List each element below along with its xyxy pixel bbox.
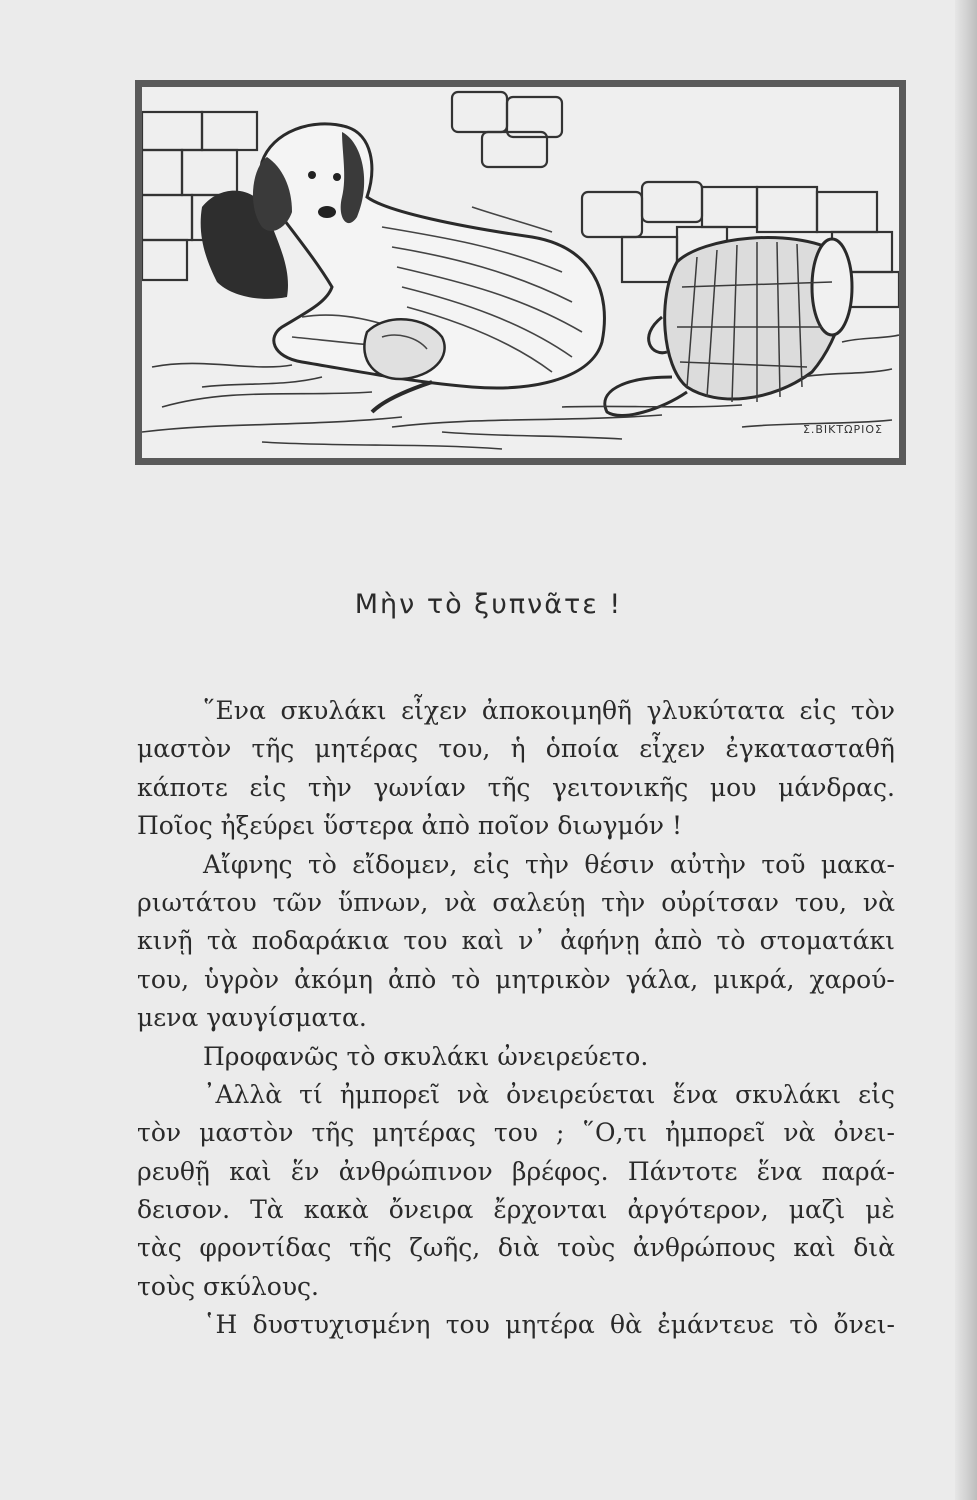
word: Πάντοτε (627, 1156, 738, 1186)
illustrator-signature: Σ.ΒΙΚΤΩΡΙΟΣ (802, 423, 883, 436)
word: του (445, 1310, 490, 1340)
wicker-basket-icon (605, 238, 852, 416)
word: τὰς (137, 1233, 182, 1263)
text-line (137, 1076, 895, 1114)
text-line (137, 1191, 895, 1229)
word: θὰ (610, 1310, 642, 1340)
word: ἠμπορεῖ (339, 1079, 441, 1109)
word: μὲ (865, 1195, 895, 1225)
word: τὴν (307, 772, 352, 802)
word: ν᾿ (518, 926, 546, 956)
word: τί (299, 1079, 323, 1109)
word: τὸ (451, 964, 481, 994)
word: εἰς (249, 772, 287, 802)
word: τὰ (206, 926, 238, 956)
word: μαστὸν (199, 1118, 294, 1148)
page-edge-shadow (955, 0, 977, 1500)
word: τοὺς (137, 1271, 204, 1301)
word: μου (709, 772, 757, 802)
word: ποῖον (477, 811, 558, 841)
word: ῾Η (203, 1310, 238, 1340)
text-line (137, 1114, 895, 1152)
word: μαζὶ (788, 1195, 846, 1225)
word: εἰς (799, 696, 837, 725)
word: διὰ (497, 1233, 540, 1263)
word: κινῇ (137, 926, 193, 956)
word: τῆς (251, 734, 295, 764)
word: δεισον. (137, 1195, 231, 1225)
word: τὸ (307, 849, 337, 879)
word: Προφανῶς (203, 1041, 347, 1071)
word: τῶν (272, 887, 323, 917)
text-line (137, 1229, 895, 1267)
word: ἐμάντευε (657, 1310, 774, 1340)
word: ἀπὸ (421, 811, 478, 841)
word: τοὺς (557, 1233, 616, 1263)
word: ἀπὸ (387, 964, 437, 994)
word: γωνίαν (373, 772, 466, 802)
word: ἕνα (672, 1079, 719, 1109)
word: ὠνειρεύετο. (497, 1041, 649, 1071)
word: βρέφος. (511, 1156, 609, 1186)
word: εἴδομεν, (352, 849, 458, 879)
word: νὰ (457, 1079, 490, 1109)
word: ᾿Αλλὰ (203, 1079, 283, 1109)
text-line (137, 1153, 895, 1191)
word: ἠμπορεῖ (665, 1118, 766, 1148)
word: ἔρχονται (493, 1195, 608, 1225)
word: γειτονικῆς (552, 772, 689, 802)
word: ἀργότερον, (627, 1195, 769, 1225)
word: εἰς (472, 849, 510, 879)
word: ἀπὸ (653, 926, 703, 956)
word: ῞Ενα (203, 696, 266, 725)
illustration-frame (135, 80, 906, 465)
word: ριωτάτου (137, 887, 257, 917)
word: νὰ (444, 887, 477, 917)
word: ὕπνων, (338, 887, 429, 917)
word: οὐρίτσαν (661, 887, 779, 917)
word: ὀνει- (833, 1118, 895, 1148)
word: μητέρας (372, 1118, 476, 1148)
text-line (137, 846, 895, 884)
word: κακὰ (303, 1195, 369, 1225)
word: ζωῆς, (409, 1233, 481, 1263)
word: θέσιν (584, 849, 655, 879)
word: ὄνει- (833, 1310, 895, 1340)
word: γαυγίσματα. (206, 1003, 367, 1033)
word: καὶ (793, 1233, 836, 1263)
text-line (137, 692, 895, 730)
word: ὀνειρεύεται (506, 1079, 656, 1109)
word: μητρικὸν (495, 964, 611, 994)
text-line (137, 961, 895, 999)
word: ἡ (510, 734, 526, 764)
word: ὑγρὸν (204, 964, 280, 994)
word: τὸ (789, 1310, 819, 1340)
word: παρά- (821, 1156, 895, 1186)
word: σκυλάκι (735, 1079, 842, 1109)
word: ! (671, 811, 682, 841)
word: ρευθῇ (137, 1156, 210, 1186)
word: εἶχεν (639, 734, 706, 764)
word: του, (794, 887, 847, 917)
word: μικρά, (713, 964, 795, 994)
word: γάλα, (625, 964, 699, 994)
word: νὰ (862, 887, 895, 917)
word: σαλεύῃ (492, 887, 586, 917)
text-line (137, 1306, 895, 1344)
word: τῆς (311, 1118, 355, 1148)
word: μενα (137, 1003, 207, 1033)
text-line (137, 999, 895, 1037)
word: μητέρας (314, 734, 419, 764)
word: τοῦ (761, 849, 806, 879)
word: ποδαράκια (251, 926, 390, 956)
word: τὸ (716, 926, 746, 956)
word: μαστὸν (137, 734, 232, 764)
word: Τὰ (250, 1195, 284, 1225)
chapter-title: Μὴν τὸ ξυπνᾶτε ! (354, 589, 623, 620)
word: ἕν (290, 1156, 320, 1186)
text-line (137, 1268, 895, 1306)
body-text (137, 692, 895, 1345)
word: εἶχεν (401, 696, 468, 725)
word: ἀποκοιμηθῆ (481, 696, 632, 725)
word: καὶ (229, 1156, 272, 1186)
word: τῆς (487, 772, 531, 802)
word: μάνδρας. (778, 772, 895, 802)
word: φροντίδας (199, 1233, 332, 1263)
word: ἀκόμη (294, 964, 373, 994)
text-line (137, 884, 895, 922)
text-line (137, 807, 895, 845)
word: ἐγκατασταθῆ (725, 734, 895, 764)
word: χαρού- (809, 964, 895, 994)
word: διωγμόν (557, 811, 672, 841)
word: σκυλάκι (280, 696, 387, 725)
word: ὁποία (545, 734, 620, 764)
word: τῆς (348, 1233, 392, 1263)
text-line (137, 922, 895, 960)
word: τὸν (850, 696, 895, 725)
word: του (493, 1118, 538, 1148)
word: του, (137, 964, 190, 994)
word: μακα- (820, 849, 895, 879)
word: κάποτε (137, 772, 228, 802)
word: τὴν (524, 849, 569, 879)
word: τὸν (137, 1118, 182, 1148)
word: ἀνθρώπινον (338, 1156, 493, 1186)
word: του, (438, 734, 491, 764)
dog-illustration (142, 87, 899, 458)
word: τὸ (346, 1041, 384, 1071)
word: σκυλάκι (383, 1041, 498, 1071)
text-line (137, 730, 895, 768)
word: του (403, 926, 448, 956)
word: δυστυχισμένη (252, 1310, 431, 1340)
word: ὕστερα (322, 811, 422, 841)
word: ἕνα (756, 1156, 803, 1186)
text-line (137, 769, 895, 807)
word: ῞Ο,τι (582, 1118, 648, 1148)
word: ; (556, 1118, 565, 1148)
word: σκύλους. (203, 1271, 319, 1301)
word: στοματάκι (759, 926, 895, 956)
word: γλυκύτατα (646, 696, 785, 725)
word: νὰ (783, 1118, 816, 1148)
word: αὐτὴν (669, 849, 746, 879)
word: Αἴφνης (203, 849, 293, 879)
word: ἀνθρώπους (632, 1233, 776, 1263)
word: εἰς (858, 1079, 895, 1109)
word: ἀφήνῃ (560, 926, 640, 956)
text-line (137, 1038, 895, 1076)
word: διὰ (853, 1233, 895, 1263)
word: Ποῖος (137, 811, 221, 841)
word: τὴν (601, 887, 646, 917)
puppy-icon (364, 319, 444, 379)
word: ἠξεύρει (220, 811, 323, 841)
word: ὄνειρα (388, 1195, 474, 1225)
word: καὶ (461, 926, 504, 956)
word: μητέρα (505, 1310, 595, 1340)
